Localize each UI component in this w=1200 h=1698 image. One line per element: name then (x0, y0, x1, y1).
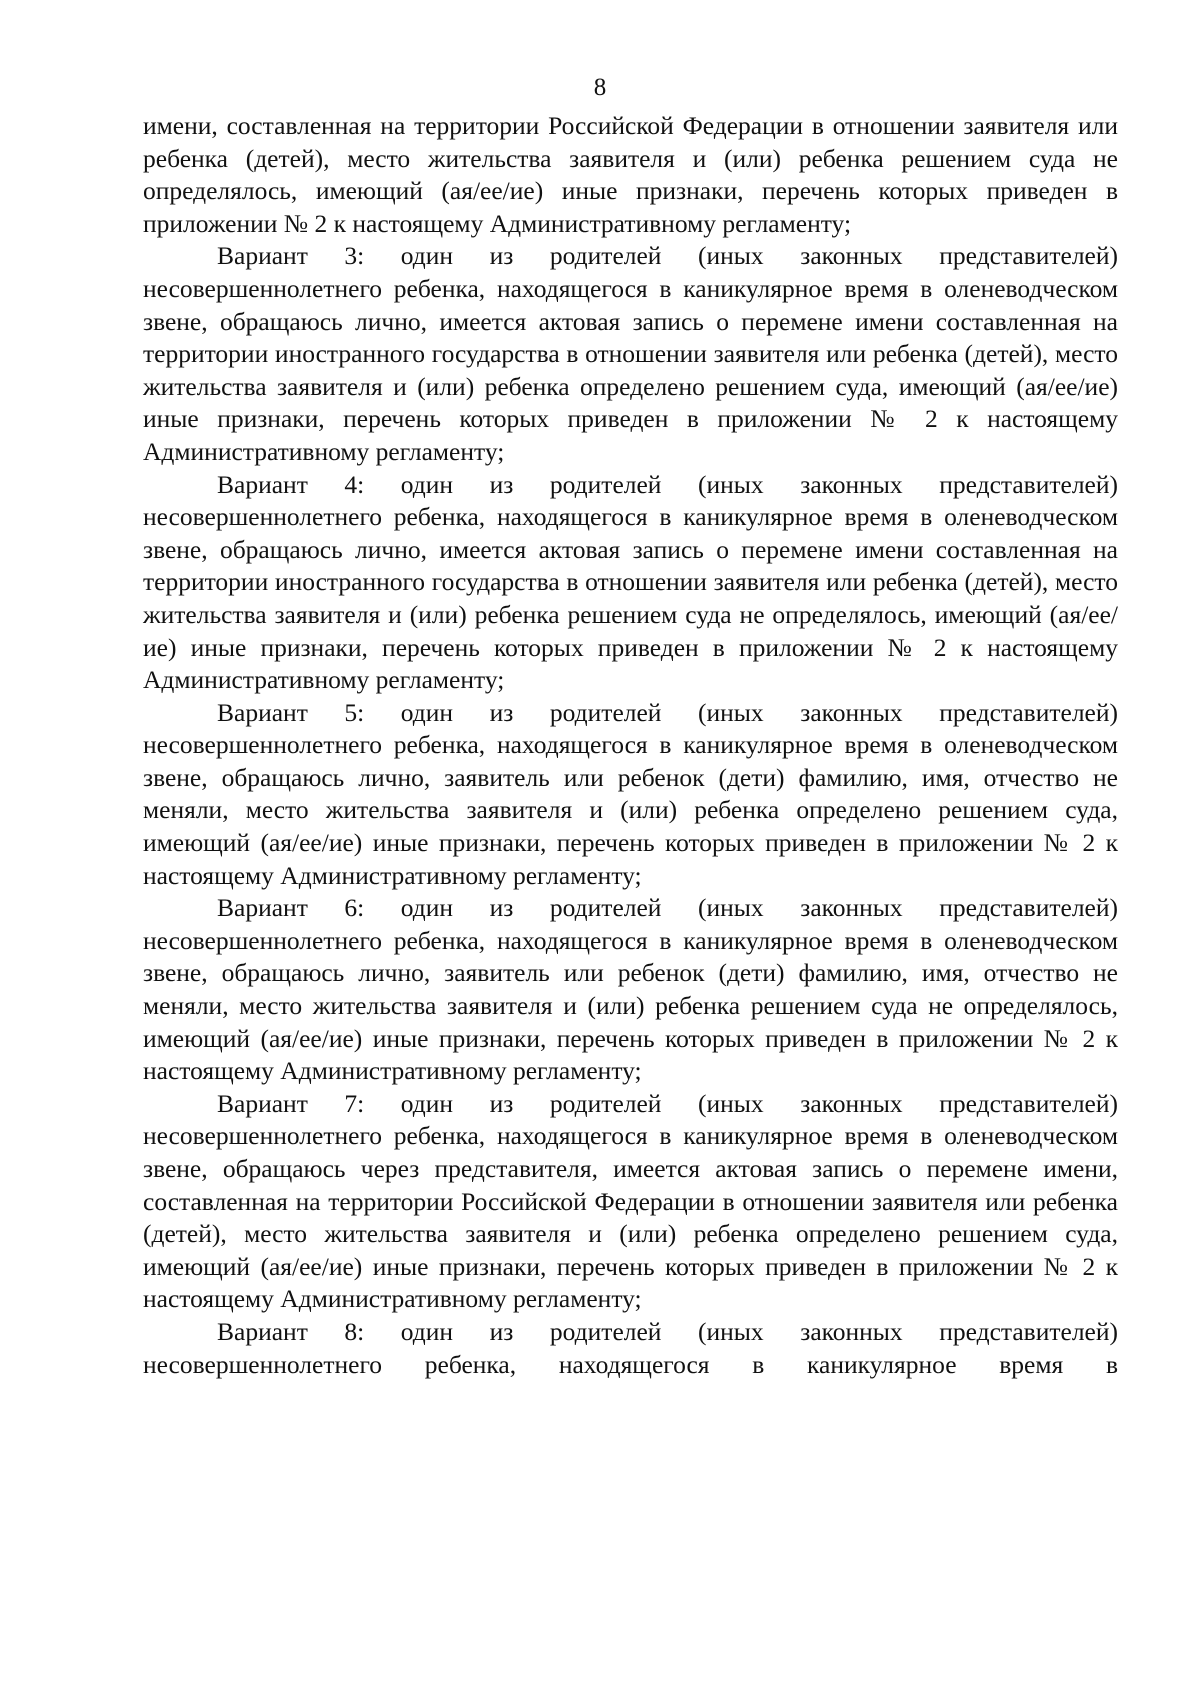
document-body (143, 110, 1118, 1381)
paragraph-variant-6: Вариант 6: один из родителей (иных законных представителей) несовершеннолетнего ребенка, находящегося в каникулярное время в оленеводческом звене, обращаюсь лично, заявитель или ребенок (дети) фамилию, имя, отчество не меняли, место жительства заявителя и (или) ребенка решением суда не определялось, имеющий (ая/ее/ие) иные признаки, перечень которых приведен в приложении № 2 к настоящему Административному регламенту; (143, 893, 1118, 1086)
paragraph-continuation: имени, составленная на территории Российской Федерации в отношении заявителя или ребенка (детей), место жительства заявителя и (или) ребенка решением суда не определялось, имеющий (ая/ее/ие) иные признаки, перечень которых приведен в приложении № 2 к настоящему Административному регламенту; (143, 111, 1118, 238)
page-number: 8 (593, 74, 607, 101)
paragraph-variant-7: Вариант 7: один из родителей (иных законных представителей) несовершеннолетнего ребенка, находящегося в каникулярное время в оленеводческом звене, обращаюсь через представителя, имеется актовая запись о перемене имени, составленная на территории Российской Федерации в отношении заявителя или ребенка (детей), место жительства заявителя и (или) ребенка определено решением суда, имеющий (ая/ее/ие) иные признаки, перечень которых приведен в приложении № 2 к настоящему Административному регламенту; (143, 1088, 1118, 1314)
paragraph-variant-3: Вариант 3: один из родителей (иных законных представителей) несовершеннолетнего ребенка, находящегося в каникулярное время в оленеводческом звене, обращаюсь лично, имеется актовая запись о перемене имени составленная на территории иностранного государства в отношении заявителя или ребенка (детей), место жительства заявителя и (или) ребенка определено решением суда, имеющий (ая/ее/ие) иные признаки, перечень которых приведен в приложении № 2 к настоящему Административному регламенту; (143, 241, 1118, 466)
paragraph-variant-4: Вариант 4: один из родителей (иных законных представителей) несовершеннолетнего ребенка, находящегося в каникулярное время в оленеводческом звене, обращаюсь лично, имеется актовая запись о перемене имени составленная на территории иностранного государства в отношении заявителя или ребенка (детей), место жительства заявителя и (или) ребенка решением суда не определялось, имеющий (ая/ее/ие) иные признаки, перечень которых приведен в приложении № 2 к настоящему Административному регламенту; (143, 469, 1118, 695)
paragraph-variant-8: Вариант 8: один из родителей (иных законных представителей) несовершеннолетнего ребенка, находящегося в каникулярное время в (143, 1316, 1118, 1379)
paragraph-variant-5: Вариант 5: один из родителей (иных законных представителей) несовершеннолетнего ребенка, находящегося в каникулярное время в оленеводческом звене, обращаюсь лично, заявитель или ребенок (дети) фамилию, имя, отчество не меняли, место жительства заявителя и (или) ребенка определено решением суда, имеющий (ая/ее/ие) иные признаки, перечень которых приведен в приложении № 2 к настоящему Административному регламенту; (143, 697, 1118, 890)
